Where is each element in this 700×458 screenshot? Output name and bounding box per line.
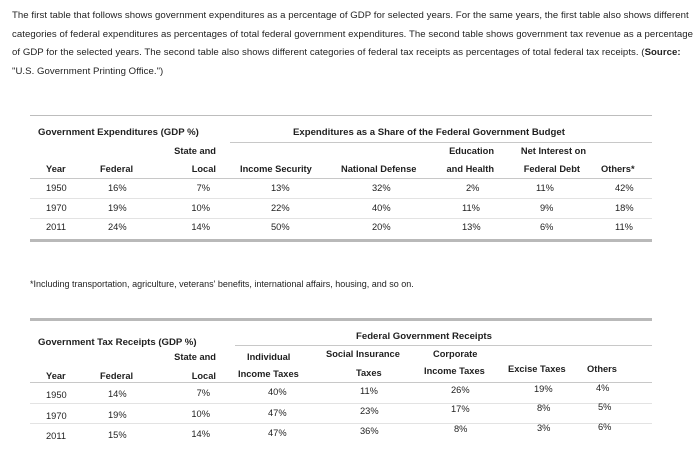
- table-top-rule: [30, 115, 652, 116]
- education-header-2: and Health: [446, 164, 494, 174]
- table-bottom-rule: [30, 239, 652, 242]
- year-cell: 2011: [46, 222, 66, 232]
- income-security-header: Income Security: [240, 164, 312, 174]
- interest-cell: 11%: [536, 183, 554, 193]
- state-cell: 10%: [191, 409, 210, 419]
- source-text: "U.S. Government Printing Office."): [12, 65, 164, 77]
- others-header: Others*: [601, 164, 635, 174]
- row-divider: [30, 218, 652, 219]
- state-header-2: Local: [191, 371, 216, 381]
- individual-header-2: Income Taxes: [238, 369, 299, 379]
- federal-cell: 19%: [108, 410, 127, 420]
- federal-cell: 16%: [108, 183, 127, 193]
- income-cell: 50%: [271, 222, 290, 232]
- federal-cell: 24%: [108, 222, 127, 232]
- state-cell: 14%: [191, 222, 210, 232]
- federal-cell: 19%: [108, 203, 127, 213]
- income-cell: 22%: [271, 203, 290, 213]
- education-cell: 13%: [462, 222, 481, 232]
- expenditures-table: [30, 115, 652, 245]
- social-header-1: Social Insurance: [326, 349, 400, 359]
- defense-cell: 40%: [372, 203, 391, 213]
- state-header-1: State and: [174, 352, 216, 362]
- federal-cell: 14%: [108, 389, 127, 399]
- receipts-title-rule: [235, 345, 652, 346]
- corporate-cell: 17%: [451, 404, 470, 414]
- federal-cell: 15%: [108, 430, 127, 440]
- individual-cell: 47%: [268, 428, 287, 438]
- others-cell: 6%: [598, 422, 612, 432]
- excise-cell: 8%: [537, 403, 551, 413]
- row-divider: [30, 423, 652, 424]
- interest-cell: 9%: [540, 203, 554, 213]
- year-header: Year: [46, 371, 66, 381]
- header-rule: [30, 178, 652, 179]
- row-divider: [30, 403, 652, 404]
- social-header-2: Taxes: [356, 368, 382, 378]
- corporate-header-2: Income Taxes: [424, 366, 485, 376]
- corporate-cell: 8%: [454, 424, 468, 434]
- table-title: Government Tax Receipts (GDP %): [38, 337, 197, 348]
- year-header: Year: [46, 164, 66, 174]
- corporate-header-1: Corporate: [433, 349, 478, 359]
- interest-cell: 6%: [540, 222, 554, 232]
- year-cell: 1950: [46, 183, 67, 193]
- others-cell: 5%: [598, 402, 612, 412]
- corporate-cell: 26%: [451, 385, 470, 395]
- education-header-1: Education: [449, 146, 494, 156]
- footnote: *Including transportation, agriculture, veterans' benefits, international affairs, housing, and so on.: [30, 279, 414, 289]
- income-cell: 13%: [271, 183, 290, 193]
- budget-title-rule: [230, 142, 652, 143]
- state-cell: 7%: [196, 183, 210, 193]
- state-cell: 14%: [191, 429, 210, 439]
- tax-receipts-table: [30, 318, 652, 458]
- year-cell: 1950: [46, 390, 67, 400]
- individual-cell: 47%: [268, 408, 287, 418]
- others-header: Others: [587, 364, 617, 374]
- education-cell: 2%: [466, 183, 480, 193]
- social-cell: 36%: [360, 426, 379, 436]
- year-cell: 1970: [46, 203, 67, 213]
- state-cell: 7%: [196, 388, 210, 398]
- federal-header: Federal: [100, 164, 134, 174]
- intro-text: The first table that follows shows government expenditures as a percentage of GDP for selected years. For the same years, the first table also shows different categories of federal expenditures as percentages of total federal government expenditures. The second table shows government tax revenue as a percentage of GDP for the selected years. The second table also shows different categories of federal tax receipts as percentages of total federal tax receipts. (: [12, 10, 694, 58]
- table-title: Government Expenditures (GDP %): [38, 127, 199, 138]
- defense-cell: 20%: [372, 222, 391, 232]
- others-cell: 11%: [615, 222, 633, 232]
- year-cell: 2011: [46, 431, 66, 441]
- state-header-1: State and: [174, 146, 216, 156]
- defense-cell: 32%: [372, 183, 391, 193]
- excise-cell: 19%: [534, 384, 553, 394]
- others-cell: 42%: [615, 183, 634, 193]
- federal-header: Federal: [100, 371, 134, 381]
- social-cell: 11%: [360, 386, 378, 396]
- receipts-title: Federal Government Receipts: [356, 331, 492, 342]
- source-label: Source:: [644, 47, 681, 58]
- national-defense-header: National Defense: [341, 164, 417, 174]
- row-divider: [30, 198, 652, 199]
- interest-header-2: Federal Debt: [523, 164, 580, 174]
- individual-cell: 40%: [268, 387, 287, 397]
- interest-header-1: Net Interest on: [520, 146, 586, 156]
- education-cell: 11%: [462, 203, 480, 213]
- social-cell: 23%: [360, 406, 379, 416]
- year-cell: 1970: [46, 411, 67, 421]
- others-cell: 4%: [596, 383, 610, 393]
- intro-paragraph: [12, 7, 696, 81]
- individual-header-1: Individual: [247, 352, 291, 362]
- others-cell: 18%: [615, 203, 634, 213]
- state-header-2: Local: [191, 164, 216, 174]
- excise-cell: 3%: [537, 423, 551, 433]
- budget-title: Expenditures as a Share of the Federal Government Budget: [293, 127, 565, 138]
- table-top-rule: [30, 318, 652, 321]
- state-cell: 10%: [191, 203, 210, 213]
- excise-header: Excise Taxes: [508, 364, 566, 374]
- header-rule: [30, 382, 652, 383]
